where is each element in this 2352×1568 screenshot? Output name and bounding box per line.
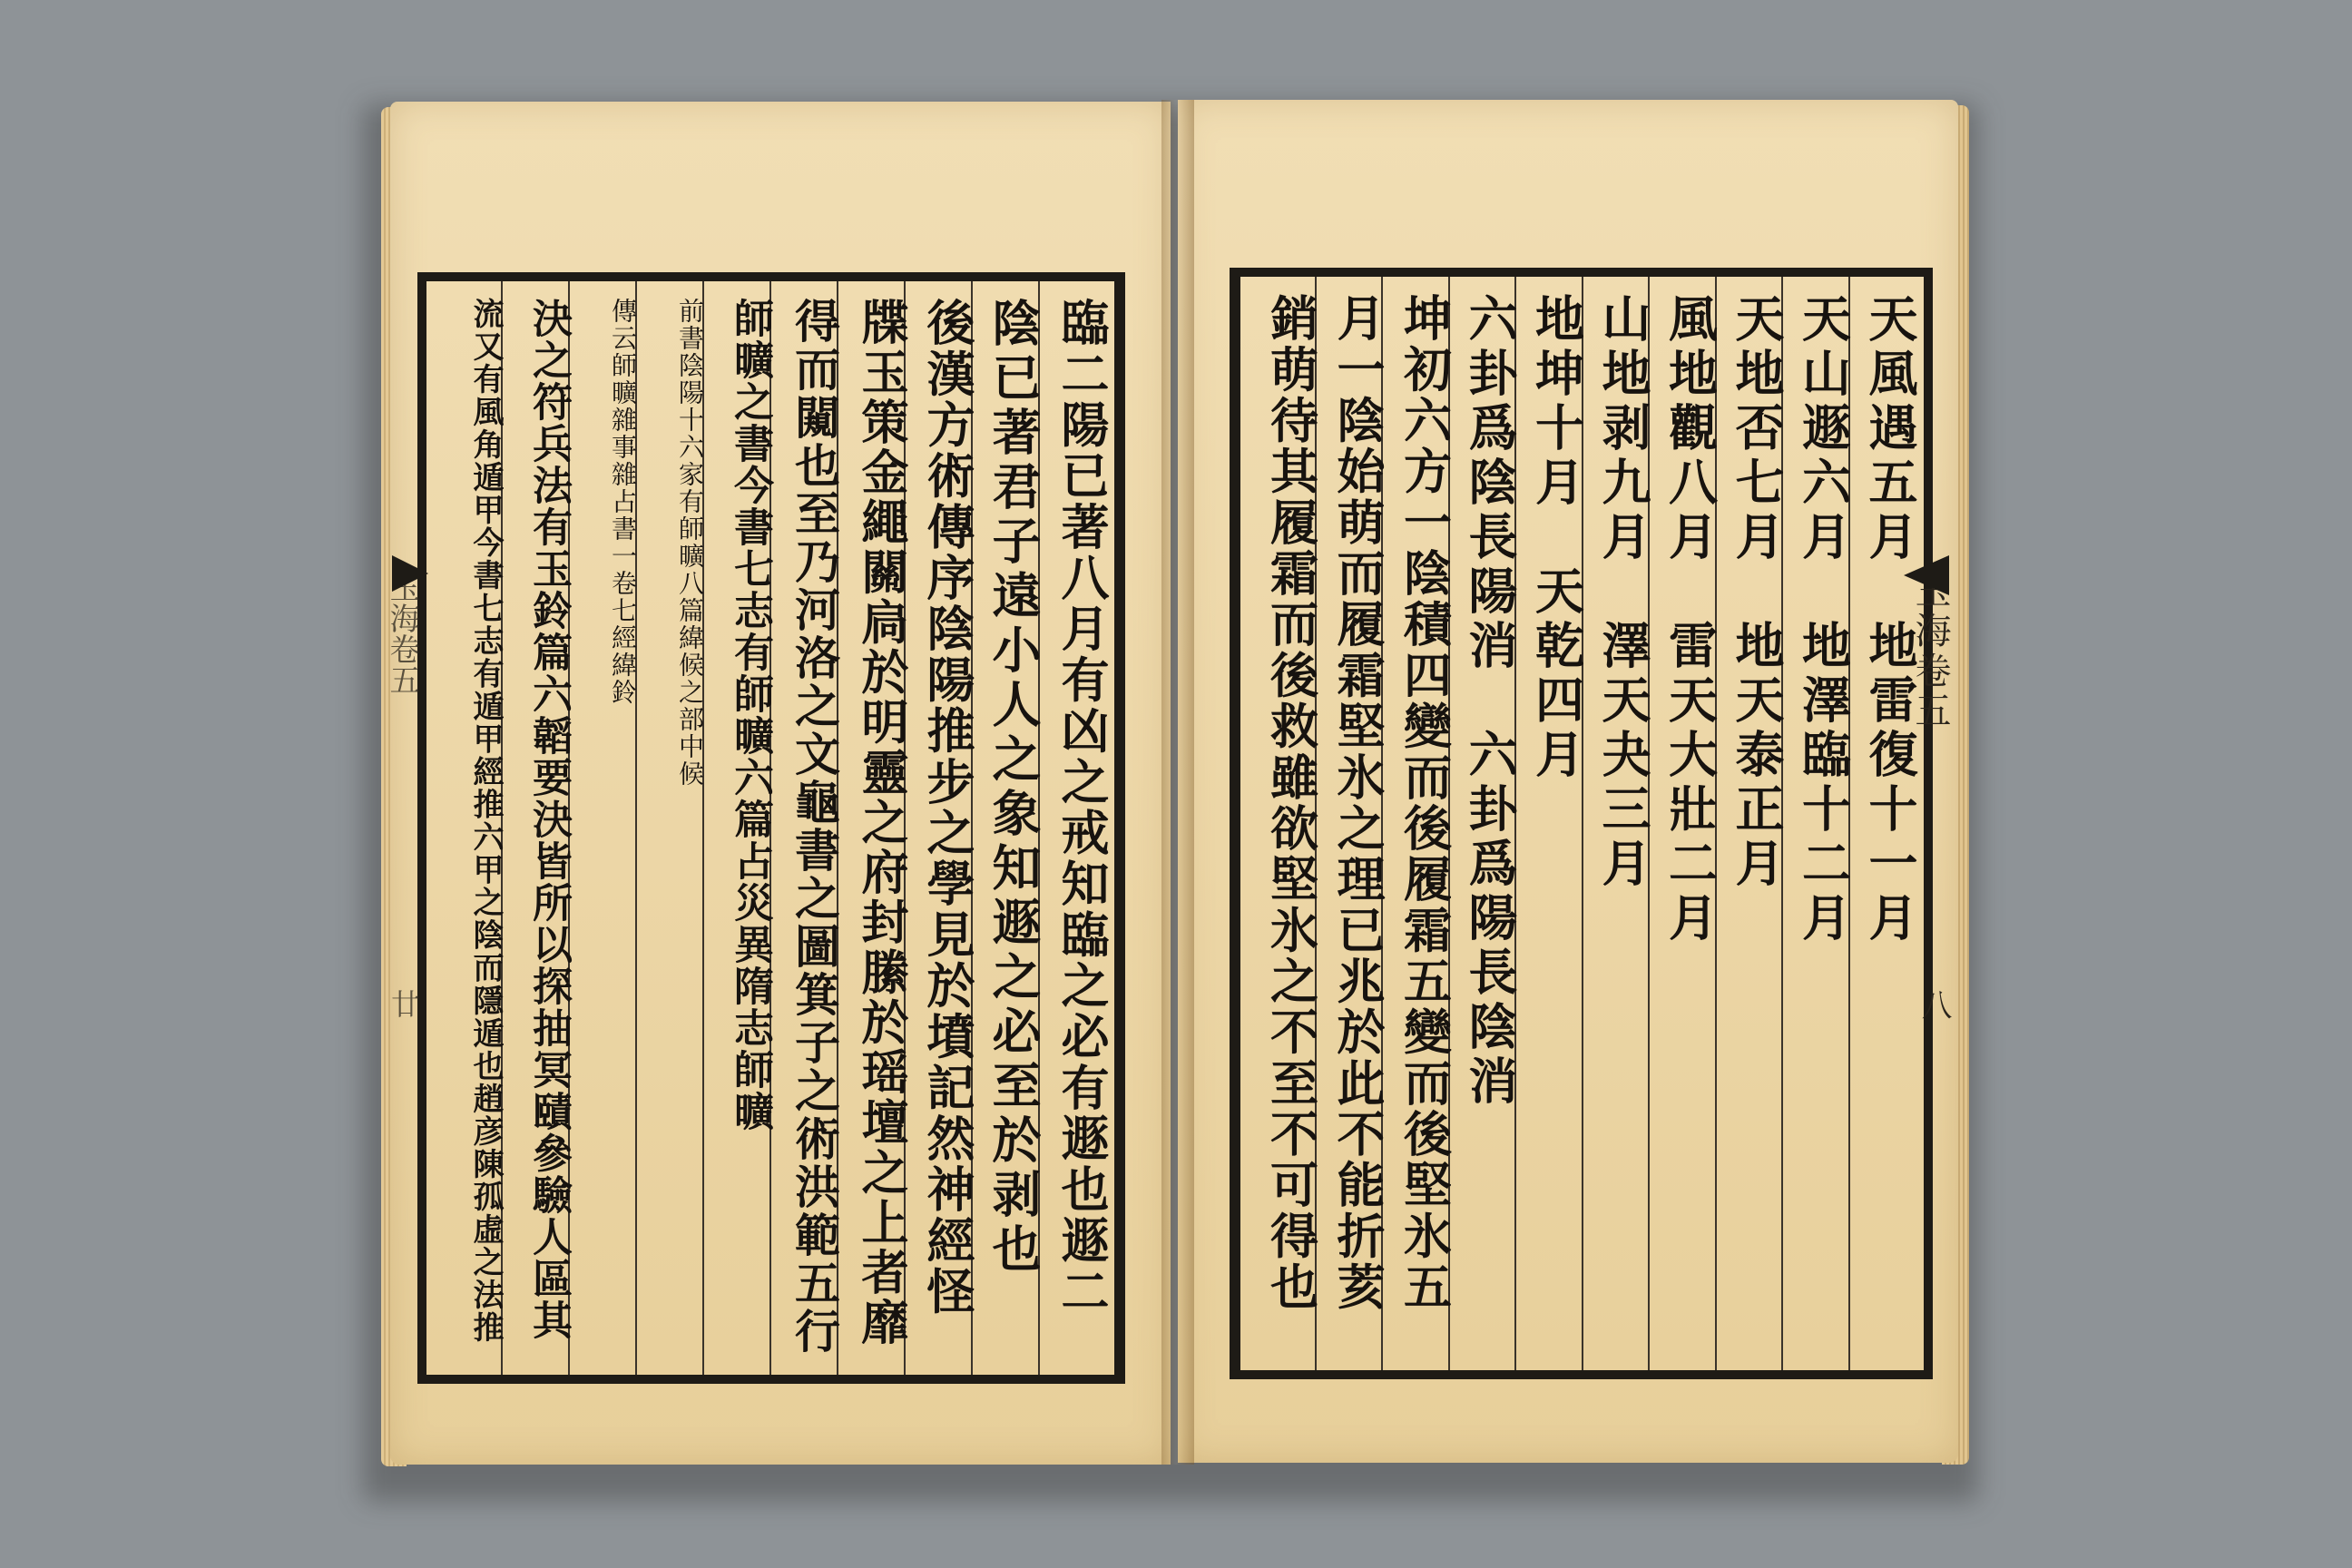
right-column — [1582, 277, 1652, 1370]
right-column-text: 山地剥九月 澤天夬三月 — [1594, 293, 1652, 892]
left-column-text: 流又有風角遁甲今書七志有遁甲經推六甲之陰而隱遁也趙彦陳孤虛之法推 — [467, 298, 504, 1345]
right-page-columns — [1250, 277, 1919, 1370]
right-fold-folio: 八 — [1916, 989, 1952, 1020]
right-column — [1715, 277, 1786, 1370]
left-column-text: 傳云師曠雜事雜占書一卷七經緯鈴 — [608, 298, 638, 706]
right-column-text: 天地否七月 地天泰正月 — [1728, 293, 1786, 892]
left-column-text: 牒玉策金繩關扃於明靈之府封縢於瑶壇之上者靡 — [853, 298, 908, 1348]
right-column — [1250, 277, 1319, 1370]
right-column — [1381, 277, 1453, 1370]
right-page-text-frame — [1230, 268, 1933, 1379]
left-column — [501, 281, 572, 1375]
right-page-fold — [1909, 272, 1956, 1379]
left-column — [1038, 281, 1110, 1375]
left-column — [702, 281, 773, 1375]
right-column-text: 坤初六方一陰積四變而後履霜五變而後堅氷五 — [1396, 293, 1453, 1313]
right-column — [1781, 277, 1853, 1370]
book-gutter — [1161, 100, 1194, 1465]
left-page-columns — [436, 281, 1110, 1375]
left-column-text: 後漢方術傳序陰陽推步之學見於墳記然神經怪 — [919, 298, 975, 1318]
left-fold-folio: 廿 — [387, 989, 421, 1018]
right-column-text: 銷萌待其履霜而後救雖欲堅氷之不至不可得也 — [1262, 293, 1319, 1313]
left-column-text: 陰已著君子遠小人之象知遯之必至於剥也 — [985, 298, 1043, 1278]
right-fishtail-mark — [1904, 555, 1949, 595]
right-column-text: 天風遇五月 地雷復十一月 — [1861, 293, 1919, 946]
right-column — [1648, 277, 1720, 1370]
right-column-text: 風地觀八月 雷天大壯二月 — [1661, 293, 1720, 946]
right-column-text: 六卦爲陰長陽消 六卦爲陽長陰消 — [1461, 293, 1519, 1110]
left-page-fold — [384, 272, 425, 1379]
left-column — [837, 281, 908, 1375]
left-column — [769, 281, 841, 1375]
right-column-text: 天山遯六月 地澤臨十二月 — [1794, 293, 1853, 946]
left-column — [971, 281, 1043, 1375]
left-column — [904, 281, 975, 1375]
left-page-text-frame — [417, 272, 1125, 1384]
left-column-text: 臨二陽已著八月有凶之戒知臨之必有遯也遯二 — [1054, 298, 1110, 1318]
right-fold-title: 玉海卷五 — [1909, 572, 1951, 731]
right-column — [1448, 277, 1519, 1370]
left-column — [436, 281, 504, 1375]
left-column-text: 得而闚也至乃河洛之文龜書之圖箕子之術洪範五行 — [788, 298, 841, 1356]
right-column — [1514, 277, 1586, 1370]
right-column-text: 月一陰始萌而履霜堅氷之理已兆於此不能折荄 — [1329, 293, 1386, 1313]
left-column-text: 前書陰陽十六家有師曠八篇緯候之部中候 — [675, 298, 705, 788]
left-column — [635, 281, 705, 1375]
left-fishtail-mark — [392, 555, 428, 592]
right-column — [1848, 277, 1919, 1370]
left-column-text: 師曠之書今書七志有師曠六篇占災異隋志師曠 — [727, 298, 773, 1132]
right-column-text: 地坤十月 天乾四月 — [1527, 293, 1586, 783]
left-fold-title: 玉海卷五 — [384, 572, 420, 695]
right-column — [1315, 277, 1386, 1370]
left-column — [568, 281, 638, 1375]
left-column-text: 決之符兵法有玉鈴篇六韜要決皆所以探抽冥賾參驗人區其 — [525, 298, 572, 1341]
